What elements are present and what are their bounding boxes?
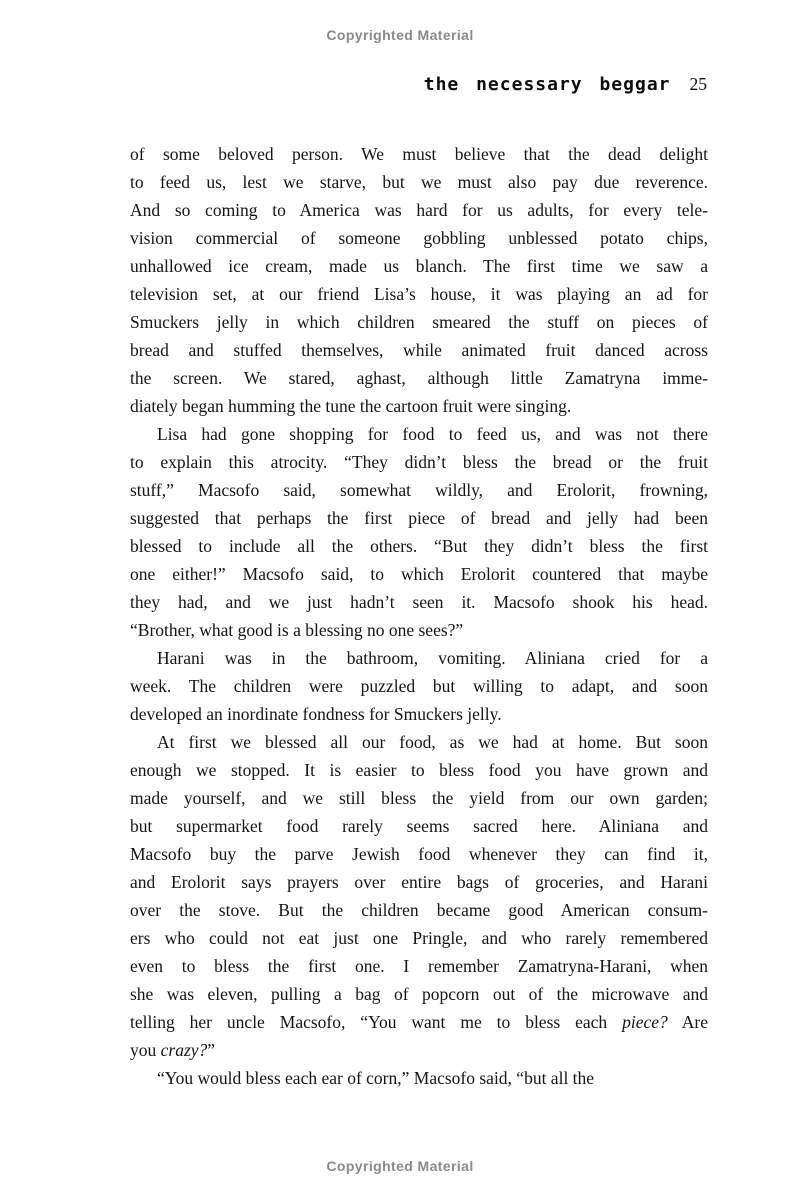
paragraph (130, 728, 708, 1064)
text-line: but supermarket food rarely seems sacred here. Aliniana and (130, 816, 708, 836)
text-line: And so coming to America was hard for us adults, for every tele- (130, 200, 708, 220)
text-line: Macsofo buy the parve Jewish food whenever they can find it, (130, 844, 708, 864)
text-line: Harani was in the bathroom, vomiting. Aliniana cried for a (157, 648, 708, 668)
text-line: they had, and we just hadn’t seen it. Macsofo shook his head. (130, 592, 708, 612)
page-number: 25 (689, 74, 707, 94)
paragraph (130, 140, 708, 420)
copyright-notice-top: Copyrighted Material (326, 27, 474, 43)
paragraph (130, 420, 708, 644)
text-line: developed an inordinate fondness for Smuckers jelly. (130, 704, 502, 724)
text-line: she was eleven, pulling a bag of popcorn out of the microwave and (130, 984, 708, 1004)
text-line: Lisa had gone shopping for food to feed us, and was not there (157, 424, 708, 444)
text-line: television set, at our friend Lisa’s house, it was playing an ad for (130, 284, 708, 304)
body-text (130, 140, 708, 1092)
text-line: to feed us, lest we starve, but we must also pay due reverence. (130, 172, 708, 192)
text-line: even to bless the first one. I remember Zamatryna-Harani, when (130, 956, 708, 976)
text-line: bread and stuffed themselves, while animated fruit danced across (130, 340, 708, 360)
text-line: enough we stopped. It is easier to bless food you have grown and (130, 760, 708, 780)
text-line: and Erolorit says prayers over entire bags of groceries, and Harani (130, 872, 708, 892)
text-line: week. The children were puzzled but willing to adapt, and soon (130, 676, 708, 696)
text-line: blessed to include all the others. “But they didn’t bless the first (130, 536, 708, 556)
text-line: Smuckers jelly in which children smeared the stuff on pieces of (130, 312, 708, 332)
running-head-title: the necessary beggar (423, 74, 671, 95)
paragraph (130, 644, 708, 728)
text-line: over the stove. But the children became good American consum- (130, 900, 708, 920)
text-line: telling her uncle Macsofo, “You want me to bless each piece? Are (130, 1012, 708, 1032)
copyright-notice-bottom: Copyrighted Material (326, 1158, 474, 1174)
running-head (130, 74, 707, 95)
text-line: ers who could not eat just one Pringle, and who rarely remembered (130, 928, 708, 948)
text-line: of some beloved person. We must believe that the dead delight (130, 144, 708, 164)
paragraph (130, 1064, 708, 1092)
text-line: the screen. We stared, aghast, although little Zamatryna imme- (130, 368, 708, 388)
text-line: vision commercial of someone gobbling unblessed potato chips, (130, 228, 708, 248)
text-line: unhallowed ice cream, made us blanch. The first time we saw a (130, 256, 708, 276)
text-line: made yourself, and we still bless the yield from our own garden; (130, 788, 708, 808)
text-line: “You would bless each ear of corn,” Macsofo said, “but all the (157, 1068, 595, 1088)
text-line: At first we blessed all our food, as we had at home. But soon (157, 732, 708, 752)
text-line: to explain this atrocity. “They didn’t bless the bread or the fruit (130, 452, 708, 472)
text-line: diately began humming the tune the cartoon fruit were singing. (130, 396, 572, 416)
text-line: one either!” Macsofo said, to which Erolorit countered that maybe (130, 564, 708, 584)
text-line: suggested that perhaps the first piece of bread and jelly had been (130, 508, 708, 528)
text-line: stuff,” Macsofo said, somewhat wildly, and Erolorit, frowning, (130, 480, 708, 500)
text-line: you crazy?” (130, 1040, 216, 1060)
text-line: “Brother, what good is a blessing no one sees?” (130, 620, 464, 640)
